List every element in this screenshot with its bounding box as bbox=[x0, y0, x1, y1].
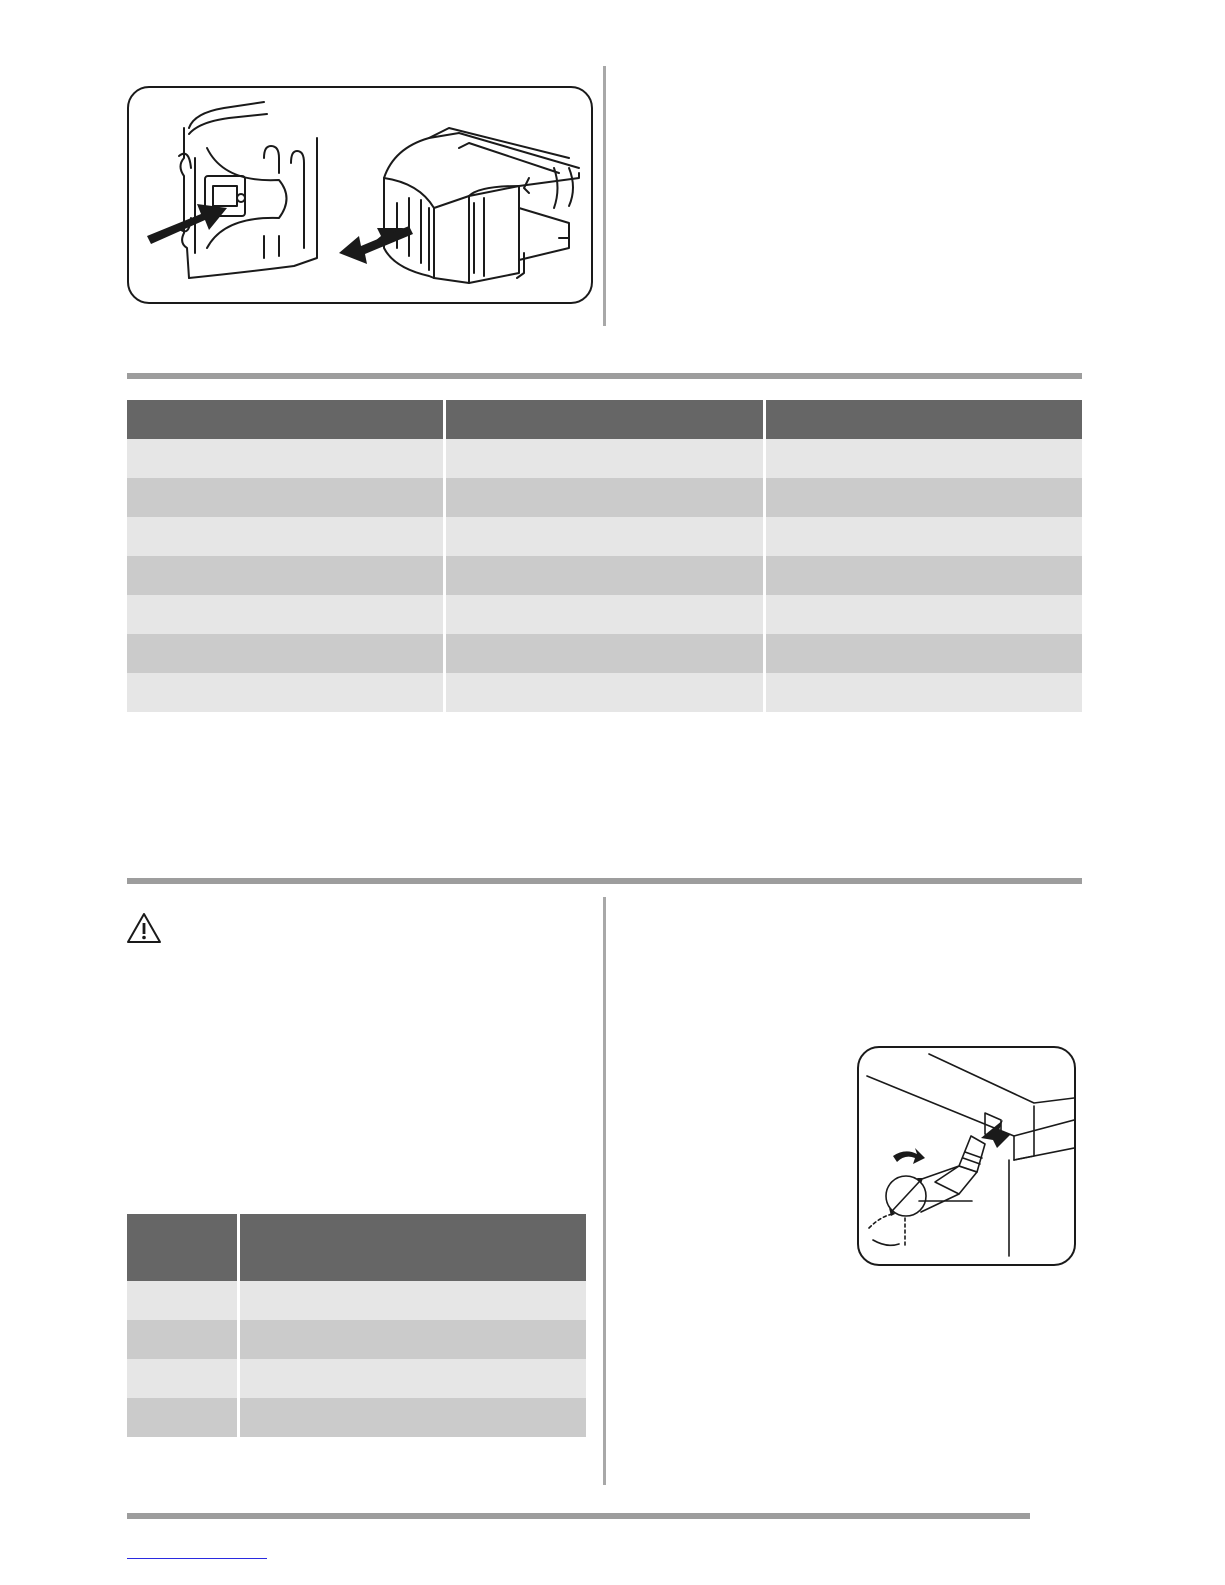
table-cell bbox=[766, 673, 1082, 712]
table-cell bbox=[127, 673, 443, 712]
table-cell bbox=[766, 595, 1082, 634]
table-cell bbox=[240, 1359, 586, 1398]
main-table-header-2 bbox=[446, 400, 762, 439]
table-row bbox=[127, 1398, 586, 1437]
table-row bbox=[127, 673, 1082, 712]
small-table-header-1 bbox=[127, 1214, 237, 1281]
hinge-cover-illustration bbox=[129, 88, 591, 302]
footer-link[interactable] bbox=[127, 1540, 267, 1559]
table-cell bbox=[240, 1281, 586, 1320]
table-row bbox=[127, 1359, 586, 1398]
table-cell bbox=[127, 634, 443, 673]
table-cell bbox=[446, 478, 762, 517]
table-cell bbox=[766, 439, 1082, 478]
table-cell bbox=[446, 439, 762, 478]
footer-rule bbox=[127, 1513, 1030, 1519]
section-rule-2 bbox=[127, 878, 1082, 884]
table-cell bbox=[766, 634, 1082, 673]
table-cell bbox=[127, 1320, 237, 1359]
table-cell bbox=[446, 673, 762, 712]
figure-lamp-replacement bbox=[857, 1046, 1076, 1266]
column-divider-top bbox=[603, 66, 606, 326]
main-table bbox=[124, 400, 1085, 712]
table-cell bbox=[240, 1398, 586, 1437]
section-rule-1 bbox=[127, 373, 1082, 379]
table-row bbox=[127, 1281, 586, 1320]
table-cell bbox=[127, 439, 443, 478]
table-cell bbox=[446, 517, 762, 556]
column-divider-bottom bbox=[603, 897, 606, 1485]
table-row bbox=[127, 478, 1082, 517]
table-row bbox=[127, 556, 1082, 595]
table-cell bbox=[127, 1398, 237, 1437]
lamp-illustration bbox=[859, 1048, 1074, 1264]
table-row bbox=[127, 634, 1082, 673]
table-cell bbox=[127, 1281, 237, 1320]
main-table-header-3 bbox=[766, 400, 1082, 439]
table-cell bbox=[766, 478, 1082, 517]
table-cell bbox=[240, 1320, 586, 1359]
table-row bbox=[127, 1320, 586, 1359]
table-cell bbox=[446, 634, 762, 673]
warning-triangle-icon bbox=[125, 911, 163, 945]
small-table bbox=[124, 1214, 589, 1437]
main-table-header-1 bbox=[127, 400, 443, 439]
table-cell bbox=[127, 478, 443, 517]
table-row bbox=[127, 439, 1082, 478]
table-cell bbox=[127, 556, 443, 595]
table-cell bbox=[446, 556, 762, 595]
table-cell bbox=[127, 517, 443, 556]
table-row bbox=[127, 595, 1082, 634]
table-cell bbox=[766, 556, 1082, 595]
small-table-header-2 bbox=[240, 1214, 586, 1281]
table-cell bbox=[446, 595, 762, 634]
table-row bbox=[127, 517, 1082, 556]
table-cell bbox=[766, 517, 1082, 556]
table-cell bbox=[127, 1359, 237, 1398]
figure-hinge-cover bbox=[127, 86, 593, 304]
table-cell bbox=[127, 595, 443, 634]
